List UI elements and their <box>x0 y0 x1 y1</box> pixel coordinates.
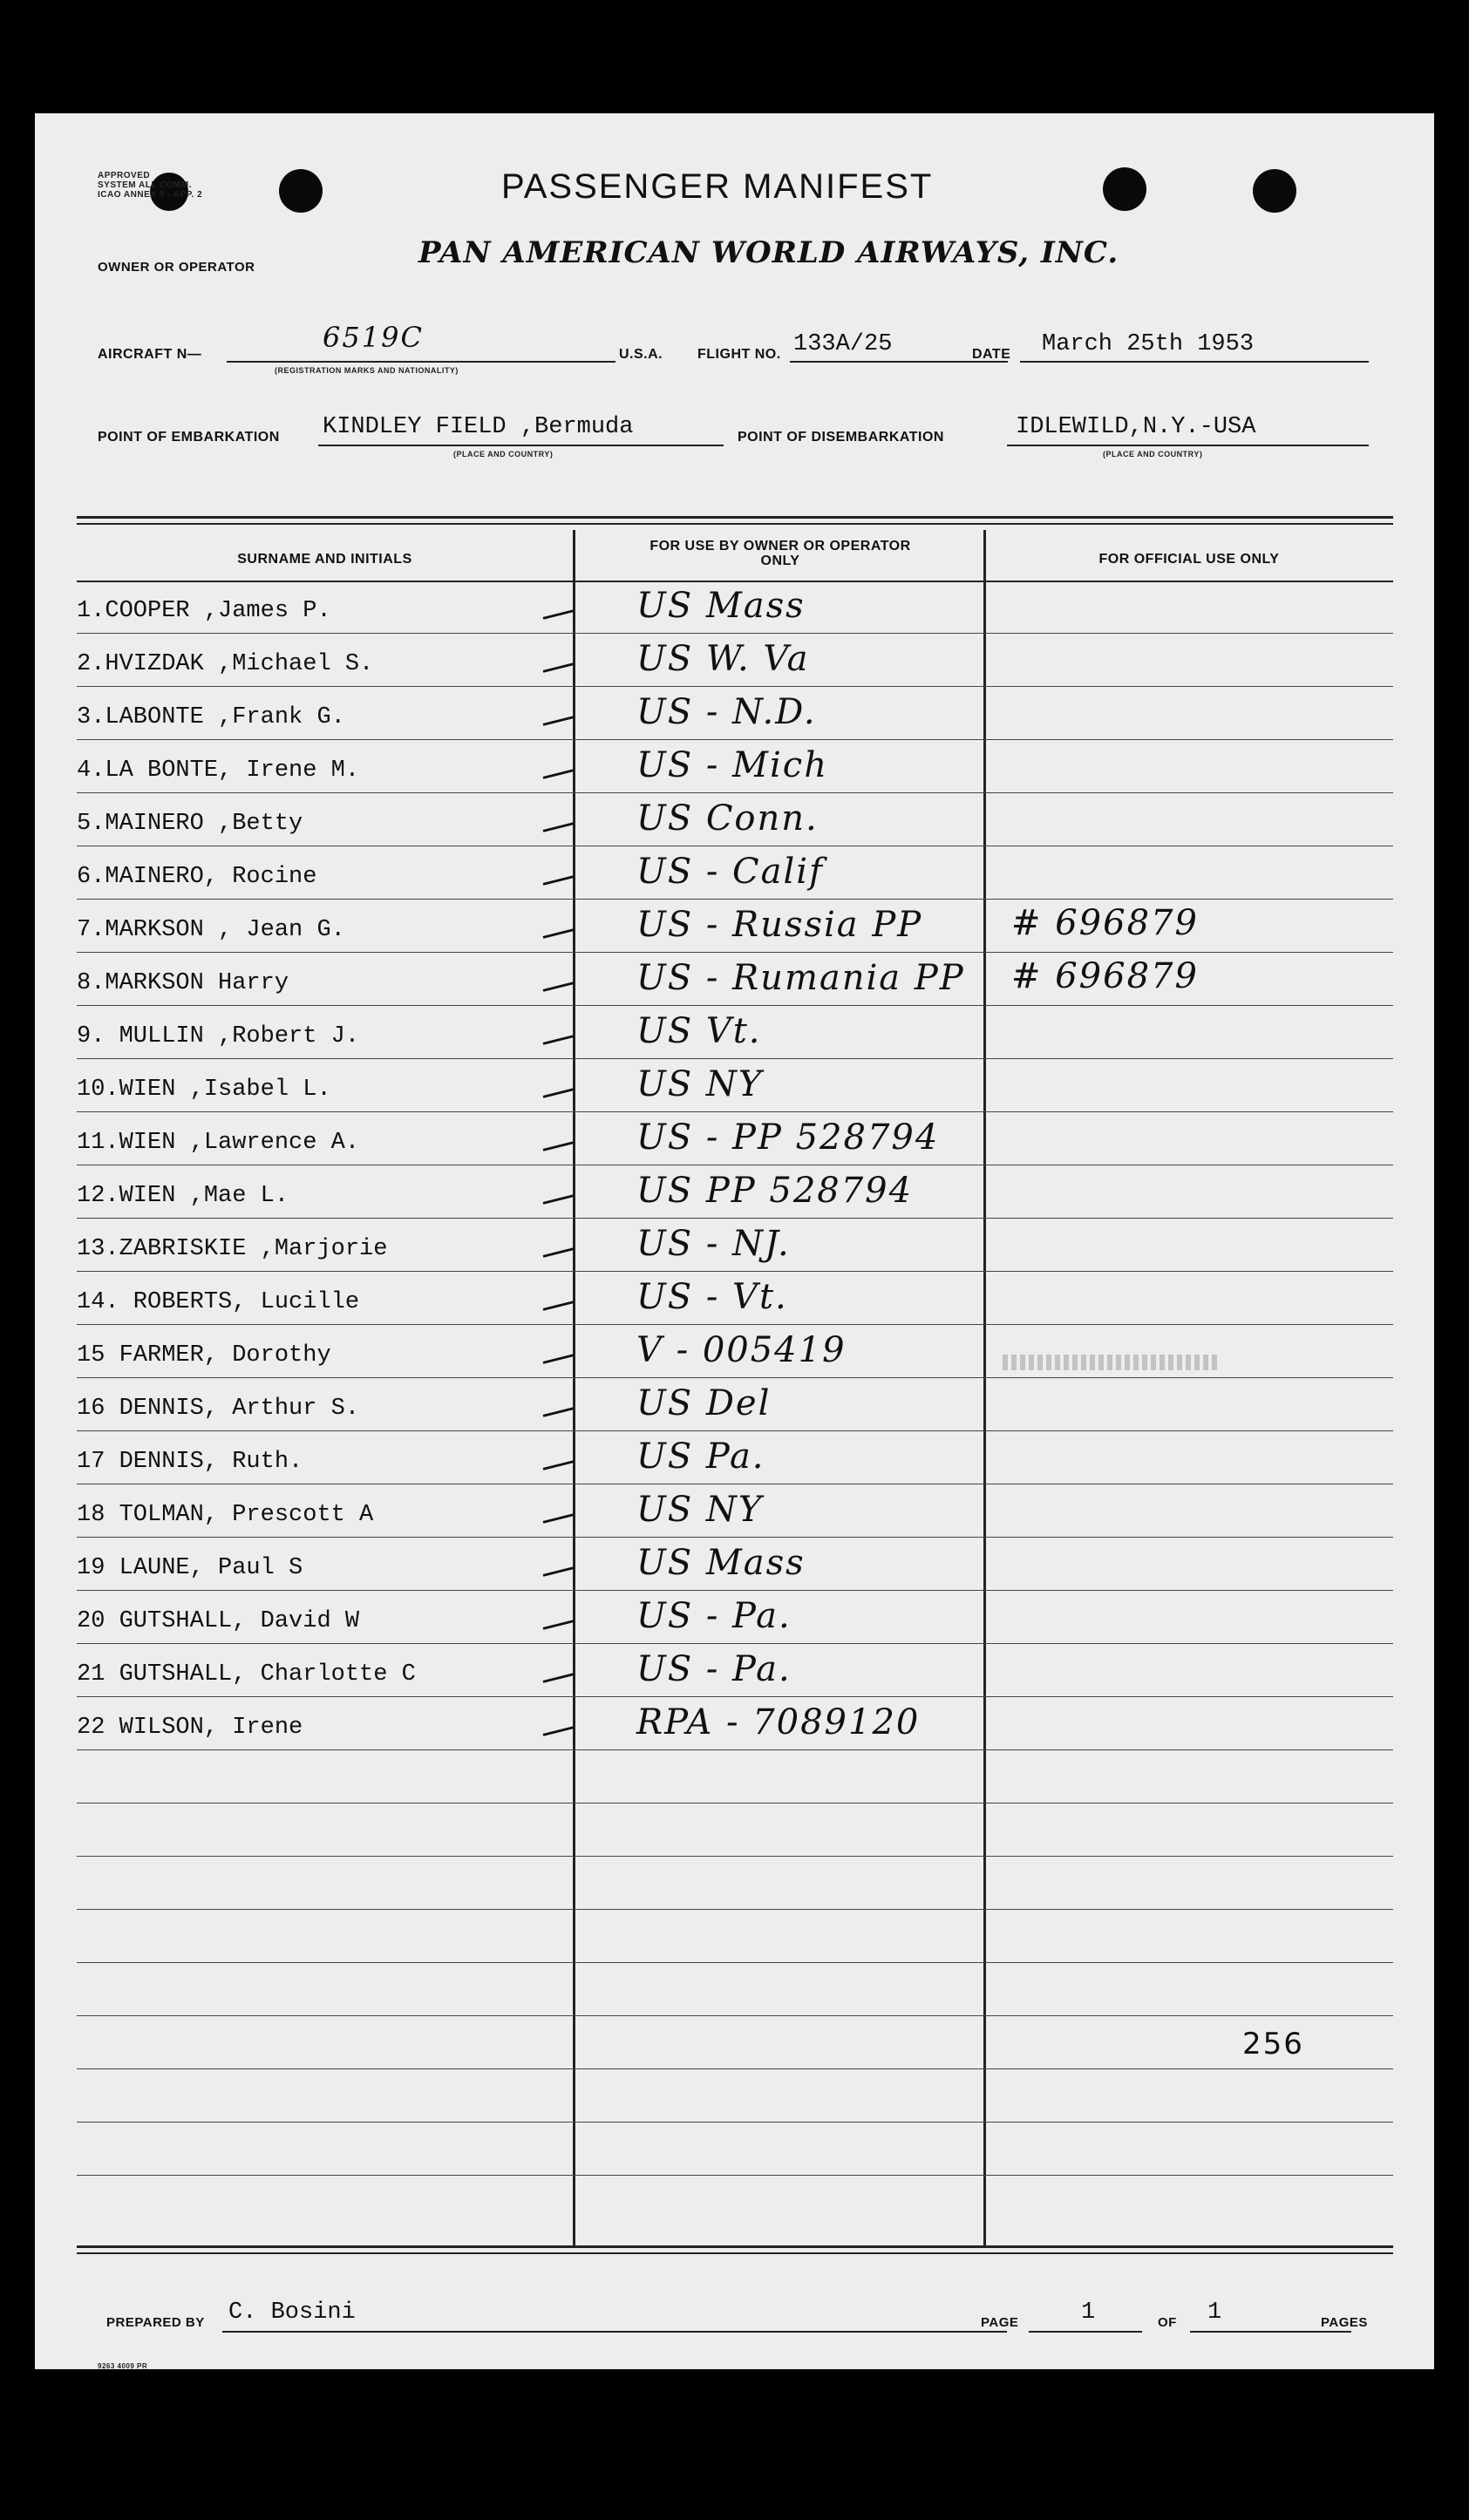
passenger-name: 2.HVIZDAK ,Michael S. <box>77 651 374 677</box>
approval-line: ICAO ANNEX 9 - APP. 2 <box>98 190 203 200</box>
row-divider <box>77 1856 1393 1857</box>
passenger-row <box>35 1594 1434 1647</box>
check-mark-icon: — <box>536 1652 580 1701</box>
passenger-name: 15 FARMER, Dorothy <box>77 1342 331 1369</box>
check-mark-icon: — <box>536 1545 580 1594</box>
row-divider <box>77 1962 1393 1963</box>
passenger-name: 6.MAINERO, Rocine <box>77 864 317 890</box>
passenger-row <box>35 1382 1434 1434</box>
passenger-name: 3.LABONTE ,Frank G. <box>77 704 345 730</box>
passenger-row <box>35 1328 1434 1381</box>
check-mark-icon: — <box>536 1120 580 1169</box>
passenger-nationality: US NY <box>636 1064 764 1104</box>
disembark-label: POINT OF DISEMBARKATION <box>738 430 944 445</box>
pages-label: PAGES <box>1321 2315 1368 2330</box>
passenger-nationality: US Mass <box>636 586 806 626</box>
aircraft-sub: (REGISTRATION MARKS AND NATIONALITY) <box>275 366 459 375</box>
passenger-nationality: US - Russia PP <box>636 905 923 945</box>
passenger-nationality: US NY <box>636 1490 764 1530</box>
passenger-name: 20 GUTSHALL, David W <box>77 1608 360 1634</box>
embark-value: KINDLEY FIELD ,Bermuda <box>323 414 634 440</box>
column-header-surname: SURNAME AND INITIALS <box>237 552 412 567</box>
disembark-value: IDLEWILD,N.Y.-USA <box>1016 414 1256 440</box>
row-divider <box>77 1909 1393 1910</box>
check-mark-icon: — <box>536 801 580 850</box>
embark-label: POINT OF EMBARKATION <box>98 430 280 445</box>
prepared-value: C. Bosini <box>228 2299 356 2326</box>
passenger-row <box>35 1222 1434 1274</box>
passenger-nationality: US Conn. <box>636 798 819 839</box>
date-value: March 25th 1953 <box>1042 331 1255 357</box>
passenger-name: 21 GUTSHALL, Charlotte C <box>77 1661 416 1688</box>
passenger-name: 1.COOPER ,James P. <box>77 598 331 624</box>
punch-hole-right-1 <box>1103 167 1146 211</box>
operator-name: PAN AMERICAN WORLD AIRWAYS, INC. <box>418 235 1119 270</box>
passenger-row <box>35 1009 1434 1062</box>
page-number-note: 256 <box>1242 2027 1304 2062</box>
check-mark-icon: — <box>536 907 580 956</box>
check-mark-icon: — <box>536 1067 580 1116</box>
approval-line: SYSTEM ALL COMM. <box>98 180 192 190</box>
passenger-row <box>35 1647 1434 1700</box>
passenger-name: 17 DENNIS, Ruth. <box>77 1449 303 1475</box>
passenger-row <box>35 1275 1434 1328</box>
passenger-row <box>35 1063 1434 1115</box>
flight-value: 133A/25 <box>793 331 893 357</box>
owner-label: OWNER OR OPERATOR <box>98 260 255 275</box>
check-mark-icon: — <box>536 1226 580 1275</box>
smudge-mark <box>1003 1355 1221 1370</box>
passenger-name: 7.MARKSON , Jean G. <box>77 917 345 943</box>
passenger-nationality: US Pa. <box>636 1437 765 1477</box>
passenger-nationality: US - PP 528794 <box>636 1117 940 1158</box>
passenger-row <box>35 903 1434 955</box>
aircraft-value: 6519C <box>323 321 424 354</box>
passenger-nationality: US - Calif <box>636 852 824 892</box>
disembark-sub: (PLACE AND COUNTRY) <box>1103 450 1203 458</box>
punch-hole-left <box>279 169 323 213</box>
passenger-name: 14. ROBERTS, Lucille <box>77 1289 360 1315</box>
passenger-nationality: US PP 528794 <box>636 1171 914 1211</box>
check-mark-icon: — <box>536 1333 580 1382</box>
passenger-name: 18 TOLMAN, Prescott A <box>77 1502 374 1528</box>
check-mark-icon: — <box>536 961 580 1009</box>
approval-block <box>98 171 202 200</box>
row-divider <box>77 2175 1393 2176</box>
passenger-nationality: US Mass <box>636 1543 806 1583</box>
row-divider <box>77 2015 1393 2016</box>
passenger-name: 8.MARKSON Harry <box>77 970 289 996</box>
usa-label: U.S.A. <box>619 347 663 362</box>
check-mark-icon: — <box>536 1599 580 1647</box>
passenger-nationality: RPA - 7089120 <box>636 1702 921 1742</box>
passenger-nationality: US - NJ. <box>636 1224 791 1264</box>
page-label: PAGE <box>981 2315 1019 2330</box>
check-mark-icon: — <box>536 1439 580 1488</box>
manifest-sheet <box>35 113 1434 2369</box>
passenger-nationality: US - Mich <box>636 745 828 785</box>
passenger-row <box>35 744 1434 796</box>
date-label: DATE <box>972 347 1011 362</box>
punch-hole-right-2 <box>1253 169 1296 213</box>
check-mark-icon: — <box>536 1386 580 1435</box>
passenger-name: 4.LA BONTE, Irene M. <box>77 757 360 784</box>
row-divider <box>77 2122 1393 2123</box>
passenger-row <box>35 850 1434 902</box>
passenger-official-note: # 696879 <box>1011 956 1199 996</box>
passenger-row <box>35 1169 1434 1221</box>
check-mark-icon: — <box>536 695 580 744</box>
passenger-official-note: # 696879 <box>1011 903 1199 943</box>
check-mark-icon: — <box>536 854 580 903</box>
passenger-nationality: US Del <box>636 1383 772 1423</box>
passenger-name: 13.ZABRISKIE ,Marjorie <box>77 1236 388 1262</box>
column-header-official-use: FOR OFFICIAL USE ONLY <box>1098 552 1280 567</box>
passenger-row <box>35 797 1434 849</box>
passenger-name: 22 WILSON, Irene <box>77 1715 303 1741</box>
approval-line: APPROVED <box>98 171 151 180</box>
page-title: PASSENGER MANIFEST <box>501 167 934 206</box>
column-header-owner-use: FOR USE BY OWNER OR OPERATOR ONLY <box>649 539 911 568</box>
passenger-name: 9. MULLIN ,Robert J. <box>77 1023 360 1049</box>
passenger-nationality: US - Vt. <box>636 1277 788 1317</box>
passenger-name: 19 LAUNE, Paul S <box>77 1555 303 1581</box>
check-mark-icon: — <box>536 588 580 637</box>
passenger-name: 5.MAINERO ,Betty <box>77 811 303 837</box>
passenger-row <box>35 956 1434 1009</box>
check-mark-icon: — <box>536 642 580 690</box>
passenger-nationality: US W. Va <box>636 639 810 679</box>
passenger-row <box>35 1701 1434 1753</box>
passenger-row <box>35 1116 1434 1168</box>
check-mark-icon: — <box>536 1705 580 1754</box>
passenger-name: 11.WIEN ,Lawrence A. <box>77 1130 360 1156</box>
passenger-row <box>35 584 1434 636</box>
passenger-nationality: US - Pa. <box>636 1649 792 1689</box>
passenger-name: 16 DENNIS, Arthur S. <box>77 1396 360 1422</box>
check-mark-icon: — <box>536 1014 580 1063</box>
form-code: 9263 4009 PR <box>98 2362 148 2370</box>
row-divider <box>77 2068 1393 2069</box>
page-value: 1 <box>1081 2299 1096 2326</box>
passenger-nationality: US Vt. <box>636 1011 762 1051</box>
check-mark-icon: — <box>536 1280 580 1328</box>
passenger-row <box>35 1541 1434 1593</box>
of-value: 1 <box>1207 2299 1222 2326</box>
passenger-nationality: US - Pa. <box>636 1596 792 1636</box>
check-mark-icon: — <box>536 1492 580 1541</box>
flight-label: FLIGHT NO. <box>697 347 781 362</box>
passenger-row <box>35 690 1434 743</box>
aircraft-label: AIRCRAFT N— <box>98 347 202 362</box>
passenger-list <box>35 584 1434 1804</box>
embark-sub: (PLACE AND COUNTRY) <box>453 450 554 458</box>
passenger-name: 10.WIEN ,Isabel L. <box>77 1077 331 1103</box>
prepared-label: PREPARED BY <box>106 2315 205 2330</box>
check-mark-icon: — <box>536 748 580 797</box>
of-label: OF <box>1158 2315 1177 2330</box>
passenger-name: 12.WIEN ,Mae L. <box>77 1183 289 1209</box>
passenger-nationality: US - N.D. <box>636 692 817 732</box>
passenger-row <box>35 1488 1434 1540</box>
passenger-nationality: V - 005419 <box>636 1330 847 1370</box>
passenger-row <box>35 637 1434 689</box>
check-mark-icon: — <box>536 1173 580 1222</box>
passenger-row <box>35 1435 1434 1487</box>
passenger-nationality: US - Rumania PP <box>636 958 965 998</box>
